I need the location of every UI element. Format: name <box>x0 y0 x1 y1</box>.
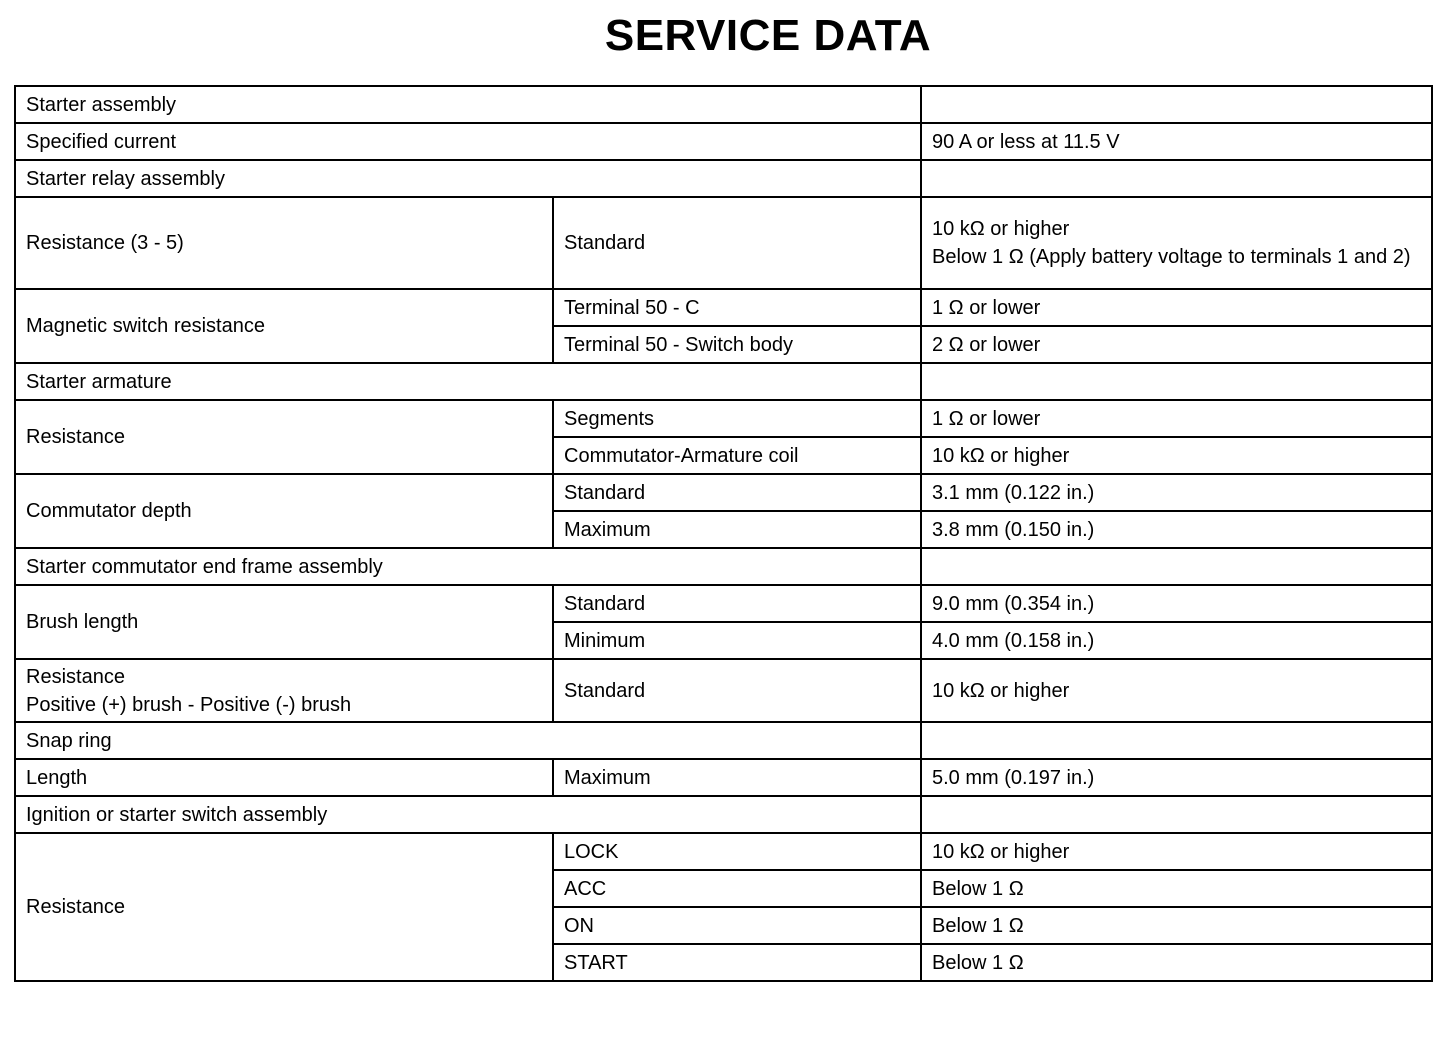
item-cell: Resistance <box>15 833 553 981</box>
item-cell: Resistance <box>15 400 553 474</box>
table-row <box>15 585 1432 622</box>
table-row <box>15 123 1432 160</box>
item-cell: Magnetic switch resistance <box>15 289 553 363</box>
spec-value-cell: 2 Ω or lower <box>921 326 1432 363</box>
condition-cell: Commutator-Armature coil <box>553 437 921 474</box>
service-data-table <box>14 85 1433 982</box>
condition-cell: Maximum <box>553 759 921 796</box>
spec-value-line: Below 1 Ω (Apply battery voltage to terminals 1 and 2) <box>932 246 1411 268</box>
spec-value-cell <box>921 197 1432 289</box>
item-line: Positive (+) brush - Positive (-) brush <box>26 693 352 716</box>
condition-cell: Maximum <box>553 511 921 548</box>
spec-value-cell: 3.1 mm (0.122 in.) <box>921 474 1432 511</box>
condition-cell: Standard <box>553 197 921 289</box>
spec-value-cell: Below 1 Ω <box>921 944 1432 981</box>
spec-value-cell: 5.0 mm (0.197 in.) <box>921 759 1432 796</box>
spec-value-cell: 10 kΩ or higher <box>921 437 1432 474</box>
spec-value-cell <box>921 160 1432 197</box>
spec-value-cell: Below 1 Ω <box>921 870 1432 907</box>
condition-cell: START <box>553 944 921 981</box>
table-row <box>15 796 1432 833</box>
spec-value-cell: 3.8 mm (0.150 in.) <box>921 511 1432 548</box>
section-heading-cell: Ignition or starter switch assembly <box>15 796 921 833</box>
table-row <box>15 289 1432 326</box>
section-heading-cell: Starter commutator end frame assembly <box>15 548 921 585</box>
spec-value-cell: 90 A or less at 11.5 V <box>921 123 1432 160</box>
page-title: SERVICE DATA <box>604 11 932 60</box>
condition-cell: Terminal 50 - Switch body <box>553 326 921 363</box>
spec-value-line: 10 kΩ or higher <box>932 218 1070 240</box>
spec-value-cell <box>921 548 1432 585</box>
table-row <box>15 400 1432 437</box>
table-row <box>15 722 1432 759</box>
item-line: Resistance <box>26 665 125 688</box>
spec-value-cell <box>921 796 1432 833</box>
table-row <box>15 548 1432 585</box>
table-row <box>15 474 1432 511</box>
section-heading-cell: Starter armature <box>15 363 921 400</box>
table-row <box>15 86 1432 123</box>
condition-cell: ACC <box>553 870 921 907</box>
section-heading-cell: Snap ring <box>15 722 921 759</box>
table-row <box>15 659 1432 722</box>
spec-value-cell <box>921 86 1432 123</box>
spec-value-cell: 1 Ω or lower <box>921 289 1432 326</box>
item-cell: Length <box>15 759 553 796</box>
spec-value-cell: 10 kΩ or higher <box>921 833 1432 870</box>
table-row <box>15 363 1432 400</box>
spec-value-cell: 4.0 mm (0.158 in.) <box>921 622 1432 659</box>
table-row <box>15 197 1432 289</box>
section-heading-cell: Starter assembly <box>15 86 921 123</box>
spec-value-cell: Below 1 Ω <box>921 907 1432 944</box>
table-row <box>15 160 1432 197</box>
condition-cell: ON <box>553 907 921 944</box>
item-cell: Commutator depth <box>15 474 553 548</box>
item-cell <box>15 659 553 722</box>
table-row <box>15 759 1432 796</box>
condition-cell: Standard <box>553 474 921 511</box>
condition-cell: Standard <box>553 585 921 622</box>
table-row <box>15 833 1432 870</box>
section-heading-cell: Starter relay assembly <box>15 160 921 197</box>
spec-value-cell <box>921 363 1432 400</box>
condition-cell: Standard <box>553 659 921 722</box>
spec-value-cell <box>921 722 1432 759</box>
condition-cell: Minimum <box>553 622 921 659</box>
spec-value-cell: 9.0 mm (0.354 in.) <box>921 585 1432 622</box>
spec-value-cell: 10 kΩ or higher <box>921 659 1432 722</box>
condition-cell: LOCK <box>553 833 921 870</box>
item-cell: Brush length <box>15 585 553 659</box>
item-cell: Specified current <box>15 123 921 160</box>
condition-cell: Terminal 50 - C <box>553 289 921 326</box>
condition-cell: Segments <box>553 400 921 437</box>
item-cell: Resistance (3 - 5) <box>15 197 553 289</box>
spec-value-cell: 1 Ω or lower <box>921 400 1432 437</box>
